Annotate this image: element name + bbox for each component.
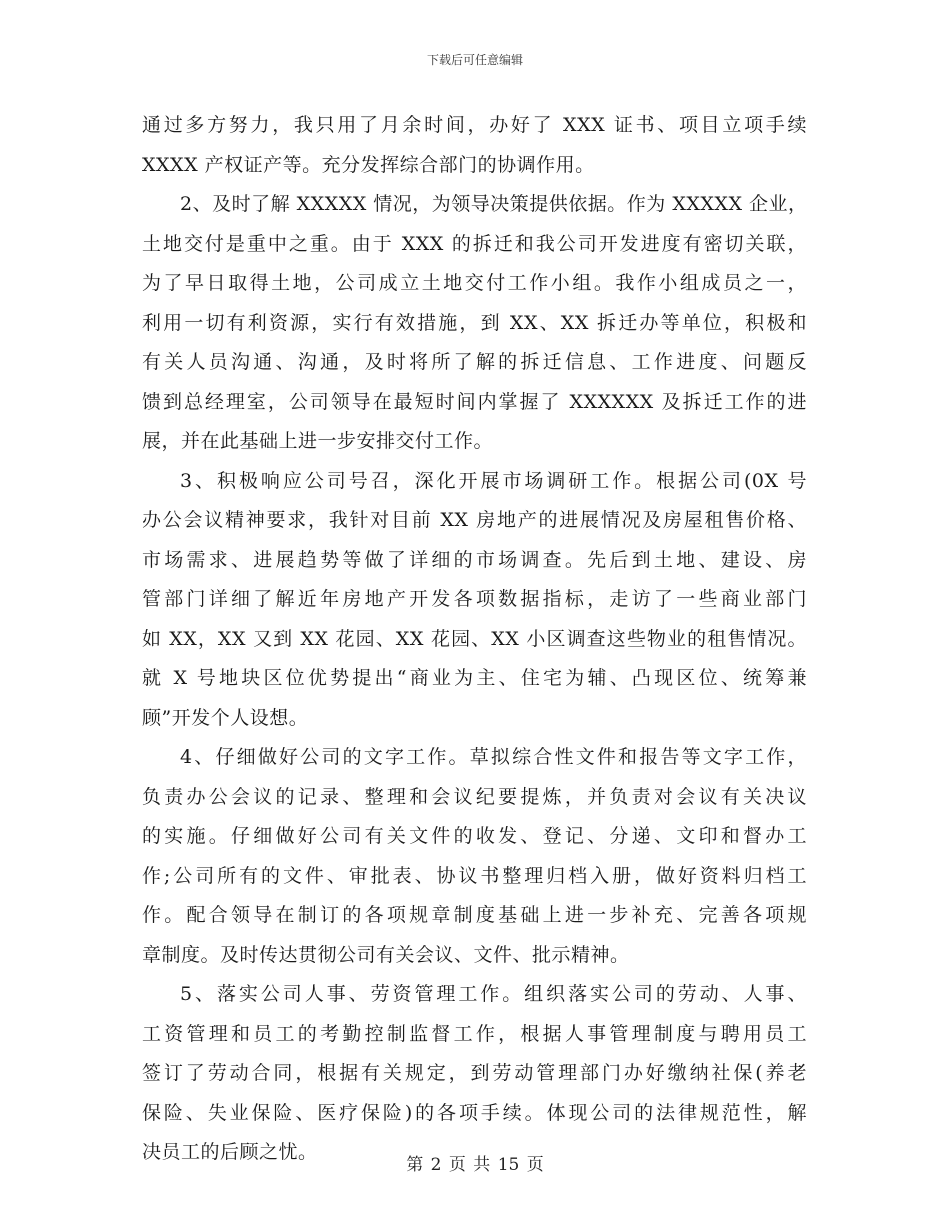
text-line: XXXX 产权证产等。充分发挥综合部门的协调作用。 xyxy=(142,153,595,176)
text-line: 就 X 号地块区位优势提出“商业为主、住宅为辅、凸现区位、统筹兼 xyxy=(142,667,807,689)
text-line: 展，并在此基础上进一步安排交付工作。 xyxy=(142,430,494,452)
text-line: 负责办公会议的记录、整理和会议纪要提炼，并负责对会议有关决议 xyxy=(142,785,807,808)
text-line: 保险、失业保险、医疗保险)的各项手续。体现公司的法律规范性，解 xyxy=(142,1101,807,1124)
text-line: 顾”开发个人设想。 xyxy=(142,706,309,729)
paragraph-start-line: 4、仔细做好公司的文字工作。草拟综合性文件和报告等文字工作， xyxy=(180,746,807,768)
text-line: 通过多方努力，我只用了月余时间，办好了 XXX 证书、项目立项手续 xyxy=(142,114,807,136)
text-line: 办公会议精神要求，我针对目前 XX 房地产的进展情况及房屋租售价格、 xyxy=(142,509,807,531)
paragraph-start-line: 5、落实公司人事、劳资管理工作。组织落实公司的劳动、人事、 xyxy=(180,983,807,1005)
paragraph-start-line: 3、积极响应公司号召，深化开展市场调研工作。根据公司(0X 号 xyxy=(180,469,807,492)
text-line: 有关人员沟通、沟通，及时将所了解的拆迁信息、工作进度、问题反 xyxy=(142,351,807,373)
page-number: 第 2 页 共 15 页 xyxy=(406,1155,544,1175)
text-line: 工资管理和员工的考勤控制监督工作，根据人事管理制度与聘用员工 xyxy=(142,1022,807,1045)
text-line: 土地交付是重中之重。由于 XXX 的拆迁和我公司开发进度有密切关联， xyxy=(142,232,807,255)
text-line: 馈到总经理室，公司领导在最短时间内掌握了 XXXXXX 及拆迁工作的进 xyxy=(142,390,807,413)
document-body xyxy=(142,106,807,1173)
text-line: 决员工的后顾之忧。 xyxy=(142,1141,318,1163)
text-line: 为了早日取得土地，公司成立土地交付工作小组。我作小组成员之一， xyxy=(142,272,807,294)
page-header: 下载后可任意编辑 xyxy=(426,53,523,67)
text-line: 管部门详细了解近年房地产开发各项数据指标，走访了一些商业部门 xyxy=(142,588,807,610)
text-line: 的实施。仔细做好公司有关文件的收发、登记、分递、文印和督办工 xyxy=(142,825,807,847)
text-line: 市场需求、进展趋势等做了详细的市场调查。先后到土地、建设、房 xyxy=(142,548,807,571)
text-line: 作;公司所有的文件、审批表、协议书整理归档入册，做好资料归档工 xyxy=(142,864,807,887)
text-line: 章制度。及时传达贯彻公司有关会议、文件、批示精神。 xyxy=(142,943,630,966)
text-line: 如 XX，XX 又到 XX 花园、XX 花园、XX 小区调查这些物业的租售情况。 xyxy=(142,627,807,650)
text-line: 签订了劳动合同，根据有关规定，到劳动管理部门办好缴纳社保(养老 xyxy=(142,1062,807,1084)
text-line: 利用一切有利资源，实行有效措施，到 XX、XX 拆迁办等单位，积极和 xyxy=(142,311,807,334)
paragraph-start-line: 2、及时了解 XXXXX 情况，为领导决策提供依据。作为 XXXXX 企业， xyxy=(180,193,808,215)
text-line: 作。配合领导在制订的各项规章制度基础上进一步补充、完善各项规 xyxy=(142,904,807,926)
